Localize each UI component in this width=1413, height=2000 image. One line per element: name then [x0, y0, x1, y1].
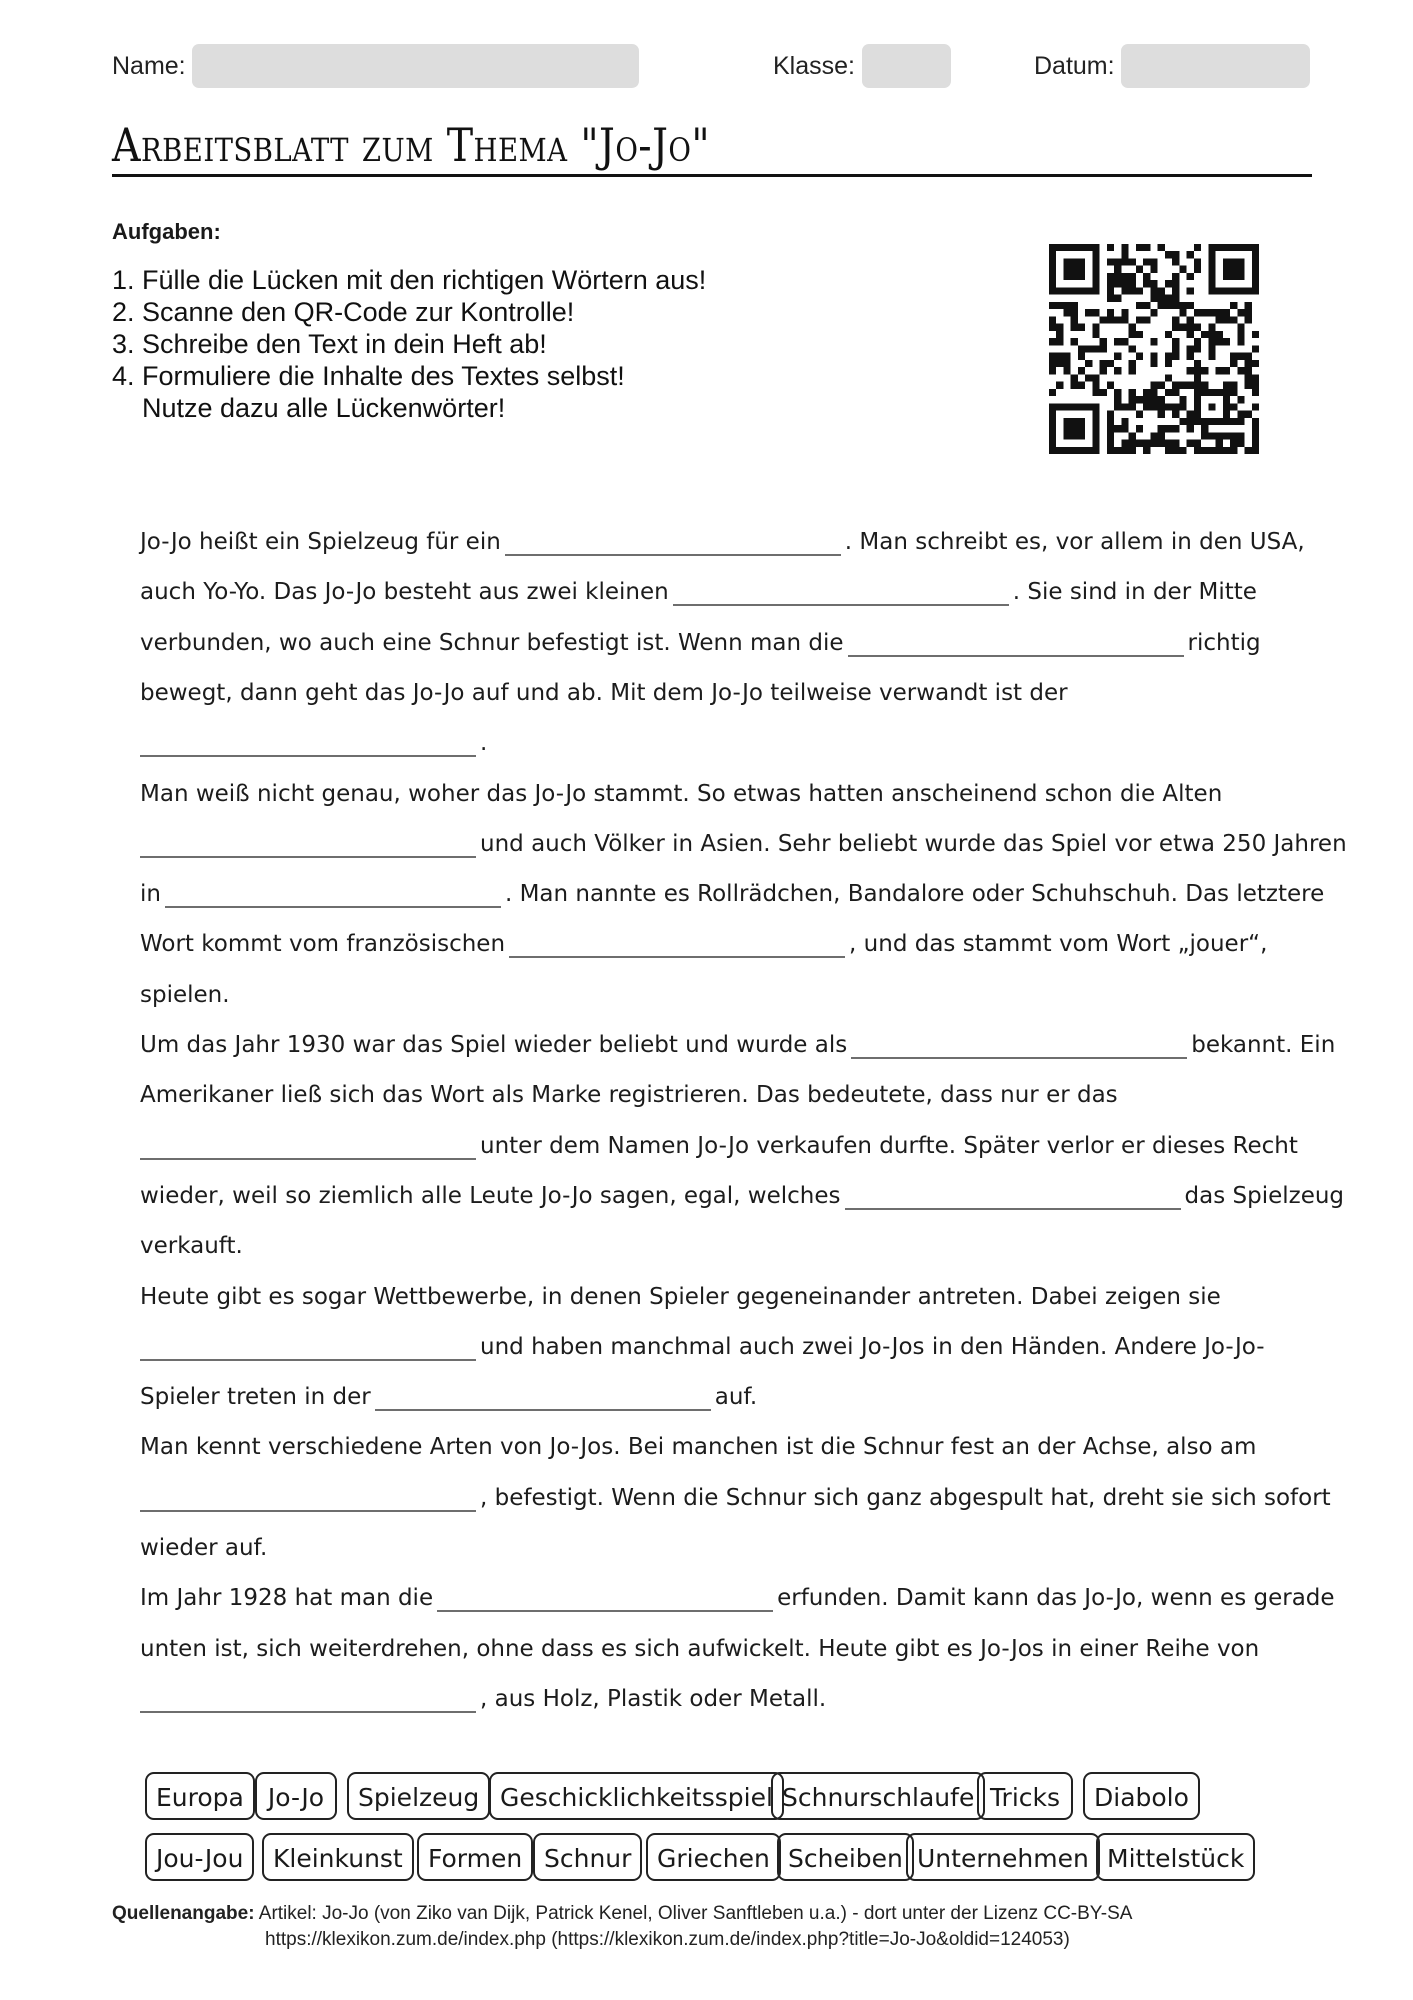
- blank-field[interactable]: [505, 532, 841, 556]
- blank-field[interactable]: [140, 1136, 476, 1160]
- class-label: Klasse:: [773, 52, 855, 80]
- text-line: [140, 1226, 243, 1266]
- text-segment: .: [480, 730, 488, 756]
- text-line: [140, 975, 230, 1015]
- text-segment: Heute gibt es sogar Wettbewerbe, in denen Spieler gegeneinander antreten. Dabei zeigen sie: [140, 1284, 1221, 1310]
- task-item: Nutze dazu alle Lückenwörter!: [112, 393, 506, 423]
- text-segment: und auch Völker in Asien. Sehr beliebt wurde das Spiel vor etwa 250 Jahren: [480, 831, 1347, 857]
- word-chip: Jou-Jou: [145, 1833, 254, 1881]
- blank-field[interactable]: [140, 1488, 476, 1512]
- text-segment: . Man schreibt es, vor allem in den USA,: [844, 529, 1305, 555]
- source-text: Artikel: Jo-Jo (von Ziko van Dijk, Patrick Kenel, Oliver Sanftleben u.a.) - dort unter der Lizenz CC-BY-SA: [258, 1903, 1133, 1924]
- task-item: 1. Fülle die Lücken mit den richtigen Wörtern aus!: [112, 265, 707, 295]
- text-segment: unten ist, sich weiterdrehen, ohne dass es sich aufwickelt. Heute gibt es Jo-Jos in einer Reihe von: [140, 1636, 1260, 1662]
- date-field[interactable]: [1121, 44, 1310, 88]
- text-line: [140, 1528, 267, 1568]
- text-segment: Man weiß nicht genau, woher das Jo-Jo stammt. So etwas hatten anscheinend schon die Alten: [140, 781, 1223, 807]
- blank-field[interactable]: [375, 1387, 711, 1411]
- blank-field[interactable]: [140, 733, 476, 757]
- blank-field[interactable]: [848, 633, 1184, 657]
- word-chip: Griechen: [646, 1833, 781, 1881]
- text-segment: Wort kommt vom französischen: [140, 931, 506, 957]
- text-line: [140, 1478, 1331, 1518]
- blank-field[interactable]: [509, 934, 845, 958]
- text-segment: . Sie sind in der Mitte: [1012, 579, 1257, 605]
- text-line: [140, 824, 1347, 864]
- text-segment: spielen.: [140, 982, 230, 1008]
- title-underline: [112, 174, 1312, 177]
- text-line: [140, 1075, 1118, 1115]
- text-segment: Im Jahr 1928 hat man die: [140, 1585, 434, 1611]
- text-segment: Spieler treten in der: [140, 1384, 371, 1410]
- word-chip: Schnurschlaufe: [771, 1772, 985, 1820]
- text-line: [140, 1427, 1256, 1467]
- text-segment: wieder, weil so ziemlich alle Leute Jo-Jo sagen, egal, welches: [140, 1183, 841, 1209]
- tasks-heading: Aufgaben:: [112, 219, 221, 244]
- word-chip: Diabolo: [1083, 1772, 1200, 1820]
- text-segment: , aus Holz, Plastik oder Metall.: [480, 1686, 827, 1712]
- source-label: Quellenangabe:: [112, 1903, 255, 1924]
- word-chip: Tricks: [977, 1772, 1073, 1820]
- text-line: [140, 1629, 1259, 1669]
- text-segment: , und das stammt vom Wort „jouer“,: [849, 931, 1268, 957]
- blank-field[interactable]: [851, 1035, 1187, 1059]
- text-segment: verkauft.: [140, 1233, 243, 1259]
- name-field[interactable]: [192, 44, 639, 88]
- text-segment: verbunden, wo auch eine Schnur befestigt ist. Wenn man die: [140, 630, 844, 656]
- word-chip: Kleinkunst: [262, 1833, 414, 1881]
- text-line: [140, 1327, 1265, 1367]
- text-segment: auf.: [714, 1384, 758, 1410]
- source-url: https://klexikon.zum.de/index.php (https://klexikon.zum.de/index.php?title=Jo-Jo&oldid=124053): [265, 1929, 1070, 1950]
- text-segment: bekannt. Ein: [1191, 1032, 1336, 1058]
- blank-field[interactable]: [437, 1588, 773, 1612]
- text-segment: bewegt, dann geht das Jo-Jo auf und ab. Mit dem Jo-Jo teilweise verwandt ist der: [140, 680, 1068, 706]
- word-chip: Scheiben: [777, 1833, 914, 1881]
- text-segment: auch Yo-Yo. Das Jo-Jo besteht aus zwei kleinen: [140, 579, 669, 605]
- text-line: [140, 1578, 1335, 1618]
- text-line: [140, 924, 1267, 964]
- text-line: [140, 1377, 757, 1417]
- text-line: [140, 522, 1305, 562]
- text-segment: Um das Jahr 1930 war das Spiel wieder beliebt und wurde als: [140, 1032, 848, 1058]
- text-line: [140, 1679, 826, 1719]
- text-segment: Jo-Jo heißt ein Spielzeug für ein: [140, 529, 501, 555]
- blank-field[interactable]: [140, 1337, 476, 1361]
- task-item: 4. Formuliere die Inhalte des Textes selbst!: [112, 361, 625, 391]
- text-line: [140, 723, 487, 763]
- text-segment: , befestigt. Wenn die Schnur sich ganz abgespult hat, dreht sie sich sofort: [480, 1485, 1331, 1511]
- text-segment: in: [140, 881, 161, 907]
- page-title: Arbeitsblatt zum Thema "Jo-Jo": [112, 118, 711, 172]
- text-segment: wieder auf.: [140, 1535, 268, 1561]
- word-chip: Formen: [417, 1833, 533, 1881]
- blank-field[interactable]: [673, 582, 1009, 606]
- blank-field[interactable]: [140, 834, 476, 858]
- text-line: [140, 774, 1222, 814]
- text-segment: . Man nannte es Rollrädchen, Bandalore oder Schuhschuh. Das letztere: [504, 881, 1325, 907]
- text-line: [140, 1277, 1221, 1317]
- text-segment: Man kennt verschiedene Arten von Jo-Jos. Bei manchen ist die Schnur fest an der Achse, also am: [140, 1434, 1257, 1460]
- text-segment: Amerikaner ließ sich das Wort als Marke registrieren. Das bedeutete, dass nur er das: [140, 1082, 1118, 1108]
- word-chip: Geschicklichkeitsspiel: [489, 1772, 784, 1820]
- text-segment: das Spielzeug: [1184, 1183, 1345, 1209]
- text-line: [140, 874, 1324, 914]
- text-line: [140, 1025, 1335, 1065]
- blank-field[interactable]: [165, 884, 501, 908]
- qr-code-icon: [1049, 244, 1259, 454]
- task-item: 3. Schreibe den Text in dein Heft ab!: [112, 329, 547, 359]
- word-chip: Schnur: [533, 1833, 642, 1881]
- text-line: [140, 1176, 1344, 1216]
- task-item: 2. Scanne den QR-Code zur Kontrolle!: [112, 297, 575, 327]
- text-segment: unter dem Namen Jo-Jo verkaufen durfte. Später verlor er dieses Recht: [480, 1133, 1298, 1159]
- word-chip: Unternehmen: [906, 1833, 1100, 1881]
- text-line: [140, 673, 1068, 713]
- name-label: Name:: [112, 52, 186, 80]
- text-segment: erfunden. Damit kann das Jo-Jo, wenn es gerade: [777, 1585, 1335, 1611]
- source-line: [112, 1903, 1132, 1925]
- blank-field[interactable]: [845, 1186, 1181, 1210]
- class-field[interactable]: [862, 44, 951, 88]
- text-line: [140, 623, 1261, 663]
- text-segment: richtig: [1187, 630, 1261, 656]
- date-label: Datum:: [1034, 52, 1115, 80]
- word-chip: Spielzeug: [347, 1772, 490, 1820]
- text-line: [140, 1126, 1298, 1166]
- blank-field[interactable]: [140, 1689, 476, 1713]
- word-chip: Mittelstück: [1096, 1833, 1255, 1881]
- word-chip: Europa: [145, 1772, 255, 1820]
- text-line: [140, 572, 1257, 612]
- text-segment: und haben manchmal auch zwei Jo-Jos in den Händen. Andere Jo-Jo-: [480, 1334, 1265, 1360]
- word-chip: Jo-Jo: [255, 1772, 337, 1820]
